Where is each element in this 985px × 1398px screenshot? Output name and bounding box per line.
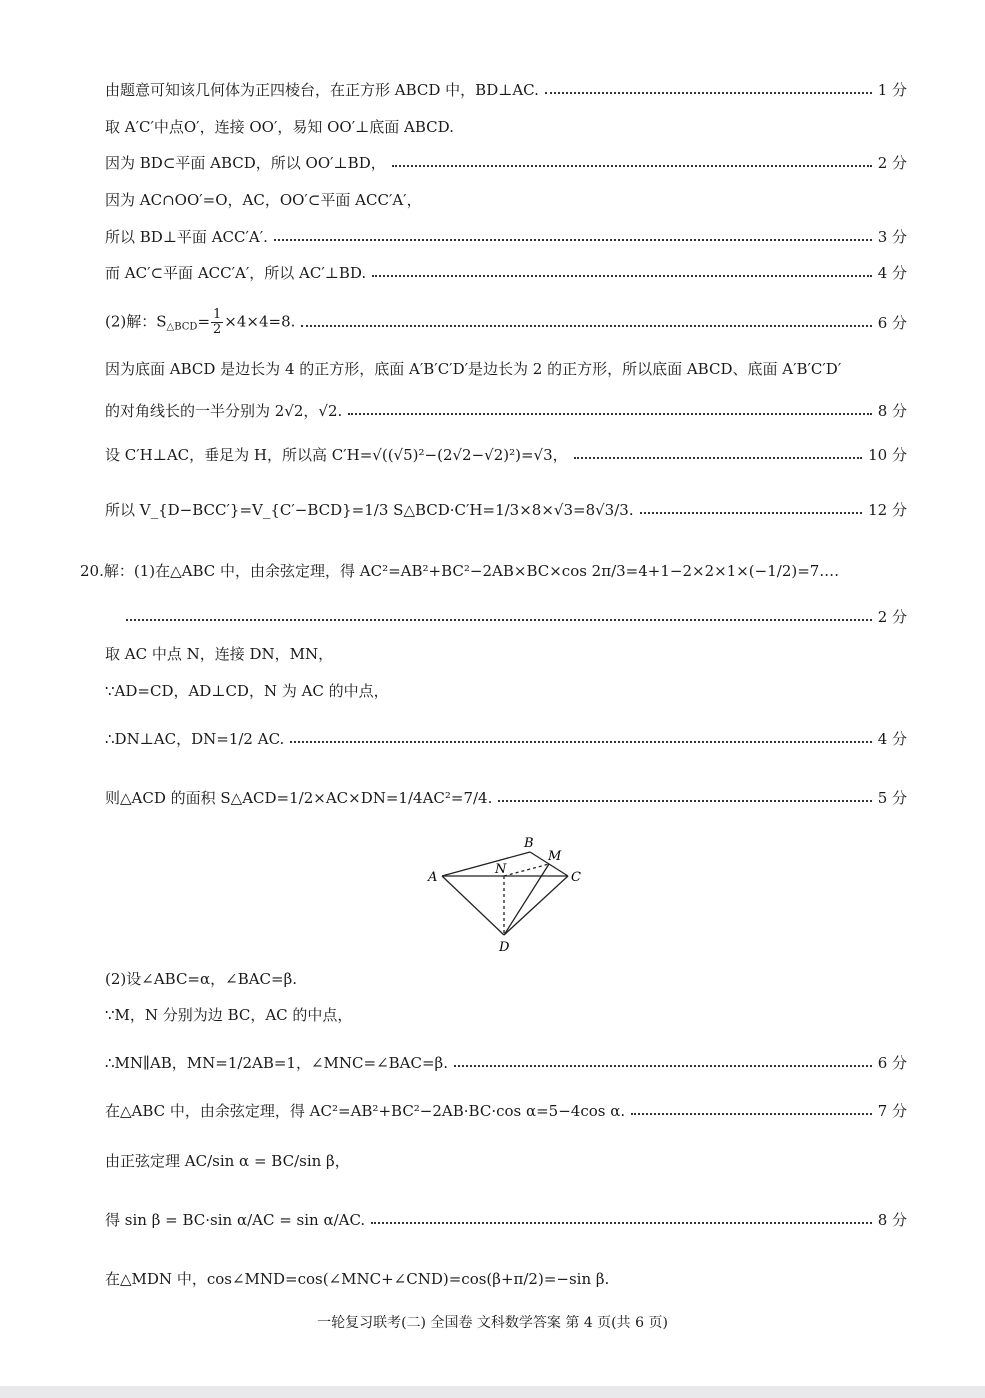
line-4-text: 因为 AC∩OO′=O，AC，OO′⊂平面 ACC′A′， bbox=[105, 190, 422, 209]
line-20 bbox=[105, 1047, 907, 1077]
line-6 bbox=[105, 257, 907, 287]
line-15 bbox=[105, 675, 907, 705]
leader-dots bbox=[392, 165, 872, 167]
line-10-text: 设 C′H⊥AC，垂足为 H，所以高 C′H=√((√5)²−(2√2−√2)²)=√3， bbox=[105, 445, 568, 464]
line-19-text: ∵M，N 分别为边 BC，AC 的中点， bbox=[105, 1005, 353, 1024]
line-3-text: 因为 BD⊂平面 ABCD，所以 OO′⊥BD， bbox=[105, 153, 386, 172]
geometry-figure bbox=[420, 830, 590, 955]
line-23 bbox=[105, 1204, 907, 1234]
leader-dots bbox=[301, 325, 871, 327]
leader-dots bbox=[274, 239, 872, 241]
fraction bbox=[211, 308, 223, 337]
line-7 bbox=[105, 304, 907, 340]
line-11 bbox=[105, 494, 907, 524]
line-10 bbox=[105, 439, 907, 469]
line-14-text: 取 AC 中点 N，连接 DN，MN， bbox=[105, 644, 334, 663]
line-8 bbox=[105, 353, 907, 383]
score-label: 8 分 bbox=[877, 401, 907, 420]
line-19 bbox=[105, 999, 907, 1029]
score-label: 6 分 bbox=[877, 313, 907, 332]
score-label: 5 分 bbox=[877, 788, 907, 807]
score-label: 6 分 bbox=[877, 1053, 907, 1072]
score-label: 1 分 bbox=[877, 80, 907, 99]
leader-dots bbox=[454, 1065, 872, 1067]
leader-dots bbox=[631, 1113, 872, 1115]
line-5 bbox=[105, 221, 907, 251]
label-B: B bbox=[524, 836, 534, 851]
line-16 bbox=[105, 723, 907, 753]
page-footer: 一轮复习联考(二) 全国卷 文科数学答案 第 4 页(共 6 页) bbox=[317, 1315, 668, 1331]
line-24-text: 在△MDN 中，cos∠MND=cos(∠MNC+∠CND)=cos(β+π/2)=−sin β. bbox=[105, 1269, 610, 1288]
score-label: 8 分 bbox=[877, 1210, 907, 1229]
line-17-text: 则△ACD 的面积 S△ACD=1/2×AC×DN=1/4AC²=7/4. bbox=[105, 788, 493, 807]
line-17 bbox=[105, 782, 907, 812]
leader-dots bbox=[372, 275, 872, 277]
leader-dots bbox=[290, 741, 871, 743]
line-20-text: ∴MN∥AB，MN=1/2AB=1，∠MNC=∠BAC=β. bbox=[105, 1053, 448, 1072]
line-7-formula bbox=[105, 308, 295, 337]
l7-eq: = bbox=[197, 312, 211, 330]
line-14 bbox=[105, 638, 907, 668]
line-22-text: 由正弦定理 AC/sin α = BC/sin β， bbox=[105, 1151, 350, 1170]
l7-sub: △BCD bbox=[166, 321, 198, 332]
line-9 bbox=[105, 395, 907, 425]
line-12-text: 20.解：(1)在△ABC 中，由余弦定理，得 AC²=AB²+BC²−2AB×BC×cos 2π/3=4+1−2×2×1×(−1/2)=7.… bbox=[80, 561, 840, 580]
line-13 bbox=[120, 601, 907, 631]
line-9-text: 的对角线长的一半分别为 2√2，√2. bbox=[105, 401, 343, 420]
viewer-bottom-bar bbox=[0, 1386, 985, 1398]
line-18-text: (2)设∠ABC=α，∠BAC=β. bbox=[105, 969, 298, 988]
line-1 bbox=[105, 74, 907, 104]
numerator: 1 bbox=[213, 306, 222, 322]
line-6-text: 而 AC′⊂平面 ACC′A′，所以 AC′⊥BD. bbox=[105, 263, 367, 282]
label-N: N bbox=[495, 862, 507, 877]
line-2 bbox=[105, 111, 907, 141]
line-21 bbox=[105, 1095, 907, 1125]
line-21-text: 在△ABC 中，由余弦定理，得 AC²=AB²+BC²−2AB·BC·cos α=5−4cos α. bbox=[105, 1101, 626, 1120]
leader-dots bbox=[640, 512, 863, 514]
score-label: 4 分 bbox=[877, 263, 907, 282]
leader-dots bbox=[498, 800, 871, 802]
score-label: 4 分 bbox=[877, 729, 907, 748]
line-15-text: ∵AD=CD，AD⊥CD，N 为 AC 的中点， bbox=[105, 681, 389, 700]
score-label: 3 分 bbox=[877, 227, 907, 246]
line-5-text: 所以 BD⊥平面 ACC′A′. bbox=[105, 227, 268, 246]
label-D: D bbox=[499, 940, 510, 955]
leader-dots bbox=[371, 1222, 872, 1224]
score-label: 2 分 bbox=[877, 607, 907, 626]
line-23-text: 得 sin β = BC·sin α/AC = sin α/AC. bbox=[105, 1210, 366, 1229]
line-12 bbox=[80, 555, 907, 585]
label-M: M bbox=[548, 849, 562, 864]
line-4 bbox=[105, 184, 907, 214]
l7-pre: (2)解：S bbox=[105, 312, 167, 330]
line-24 bbox=[105, 1263, 907, 1293]
line-16-text: ∴DN⊥AC，DN=1/2 AC. bbox=[105, 729, 285, 748]
edge-AD bbox=[442, 876, 504, 935]
line-8-text: 因为底面 ABCD 是边长为 4 的正方形，底面 A′B′C′D′是边长为 2 的正方形，所以底面 ABCD、底面 A′B′C′D′ bbox=[105, 359, 842, 378]
score-label: 7 分 bbox=[877, 1101, 907, 1120]
leader-dots bbox=[126, 619, 872, 621]
score-label: 12 分 bbox=[868, 500, 907, 519]
score-label: 2 分 bbox=[877, 153, 907, 172]
line-18 bbox=[105, 963, 907, 993]
line-2-text: 取 A′C′中点O′，连接 OO′，易知 OO′⊥底面 ABCD. bbox=[105, 117, 454, 136]
label-C: C bbox=[571, 870, 581, 885]
l7-post: ×4×4=8. bbox=[224, 312, 296, 330]
denominator: 2 bbox=[213, 321, 222, 337]
leader-dots bbox=[574, 457, 862, 459]
score-label: 10 分 bbox=[868, 445, 907, 464]
label-A: A bbox=[428, 870, 438, 885]
line-22 bbox=[105, 1145, 907, 1175]
line-11-text: 所以 V_{D−BCC′}=V_{C′−BCD}=1/3 S△BCD·C′H=1/3×8×√3=8√3/3. bbox=[105, 500, 634, 519]
leader-dots bbox=[348, 413, 871, 415]
line-1-text: 由题意可知该几何体为正四棱台，在正方形 ABCD 中，BD⊥AC. bbox=[105, 80, 539, 99]
line-3 bbox=[105, 147, 907, 177]
leader-dots bbox=[545, 92, 872, 94]
